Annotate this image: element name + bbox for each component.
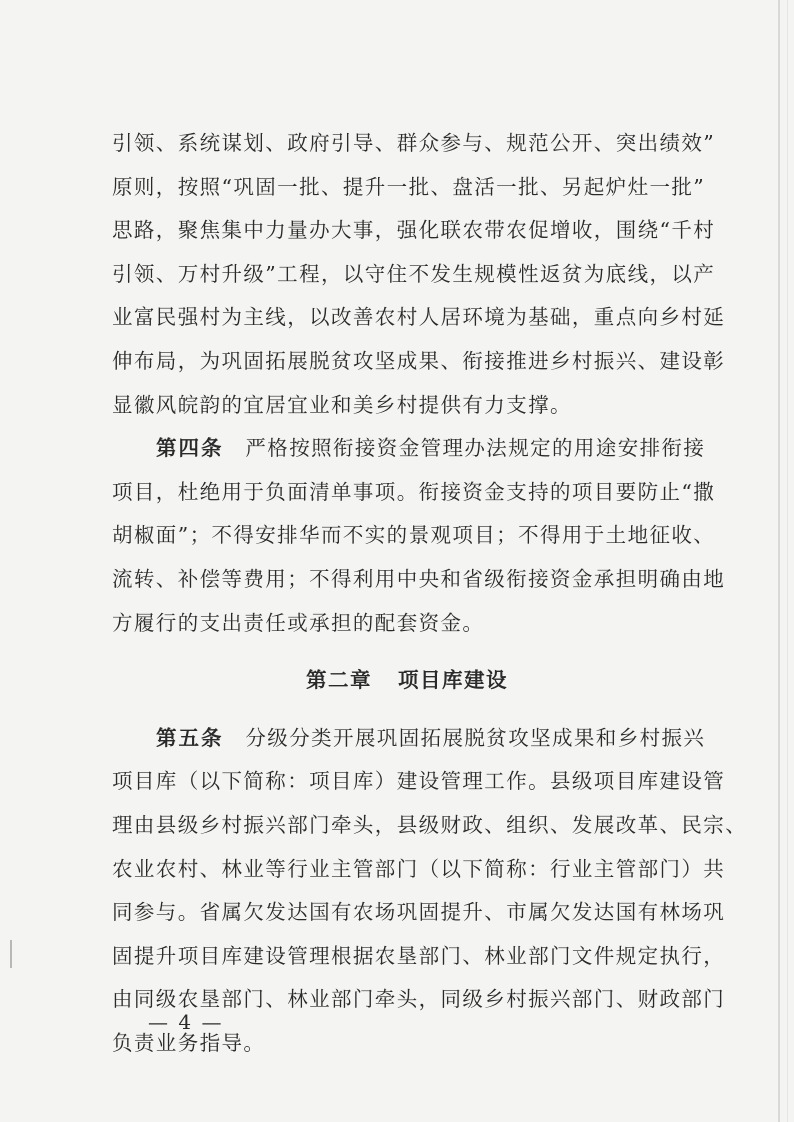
text-line: 胡椒面”；不得安排华而不实的景观项目；不得用于土地征收、 (112, 523, 716, 548)
article-5-first-line (112, 717, 706, 761)
text-line: 理由县级乡村振兴部门牵头，县级财政、组织、发展改革、民宗、 (112, 812, 748, 837)
article-4-first-line (112, 427, 706, 471)
text-line: 严格按照衔接资金管理办法规定的用途安排衔接 (245, 436, 706, 461)
text-line: 农业农村、林业等行业主管部门（以下简称：行业主管部门）共 (112, 856, 726, 881)
text-line: 业富民强村为主线，以改善农村人居环境为基础，重点向乡村延 (112, 305, 726, 330)
text-line: 方履行的支出责任或承担的配套资金。 (112, 610, 485, 635)
text-line: 固提升项目库建设管理根据农垦部门、林业部门文件规定执行， (112, 943, 726, 968)
text-line: 项目库（以下简称：项目库）建设管理工作。县级项目库建设管 (112, 769, 726, 794)
chapter-title: 项目库建设 (398, 668, 508, 693)
text-line: 流转、补偿等费用；不得利用中央和省级衔接资金承担明确由地 (112, 566, 726, 591)
text-line: 分级分类开展巩固拓展脱贫攻坚成果和乡村振兴 (245, 725, 706, 750)
margin-mark (10, 940, 12, 968)
intro-paragraph (112, 122, 726, 427)
scan-edge-line (778, 0, 780, 1122)
scan-edge-line-faint (787, 0, 788, 1122)
article-4-paragraph (112, 427, 726, 645)
article-4-label: 第四条 (156, 436, 224, 461)
article-5-label: 第五条 (156, 725, 224, 750)
text-line: 引领、系统谋划、政府引导、群众参与、规范公开、突出绩效” (112, 131, 716, 155)
document-body (112, 122, 748, 1065)
text-line: 原则，按照“巩固一批、提升一批、盘活一批、另起炉灶一批” (112, 174, 706, 199)
text-line: 思路，聚焦集中力量办大事，强化联农带农促增收，围绕“千村 (112, 218, 716, 243)
text-line: 项目，杜绝用于负面清单事项。衔接资金支持的项目要防止“撒 (112, 479, 716, 504)
text-line: 由同级农垦部门、林业部门牵头，同级乡村振兴部门、财政部门 (112, 987, 726, 1012)
text-line: 伸布局，为巩固拓展脱贫攻坚成果、衔接推进乡村振兴、建设彰 (112, 348, 726, 373)
text-line: 显徽风皖韵的宜居宜业和美乡村提供有力支撑。 (112, 392, 572, 417)
page-number: — 4 — (148, 1010, 224, 1034)
chapter-number: 第二章 (306, 668, 372, 693)
chapter-heading (112, 659, 702, 703)
text-line: 同参与。省属欠发达国有农场巩固提升、市属欠发达国有林场巩 (112, 900, 726, 925)
text-line: 引领、万村升级”工程，以守住不发生规模性返贫为底线，以产 (112, 261, 716, 286)
text-line: 负责业务指导。 (112, 1030, 266, 1055)
